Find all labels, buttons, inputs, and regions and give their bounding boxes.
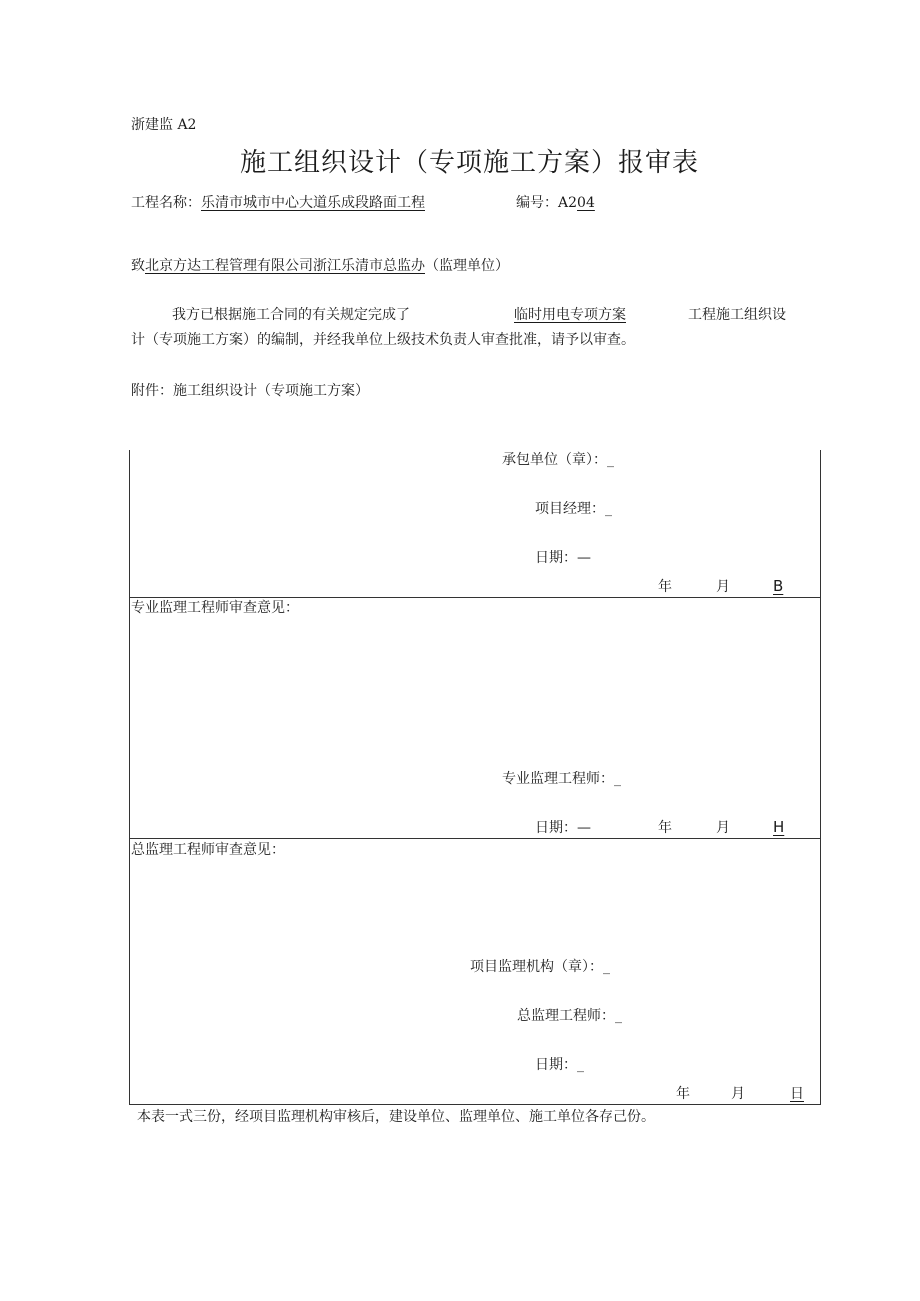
chief-year: 年 — [676, 1086, 690, 1102]
chief-signature-label: 总监理工程师：_ — [517, 1008, 622, 1024]
table-border-right — [820, 450, 821, 1105]
engineer-month: 月 — [716, 820, 730, 836]
project-name: 乐清市城市中心大道乐成段路面工程 — [201, 195, 425, 211]
table-divider-1 — [129, 597, 821, 598]
chief-date-label: 日期：_ — [535, 1057, 584, 1073]
body-line1-start: 我方已根据施工合同的有关规定完成了 — [172, 307, 410, 323]
plan-name: 临时用电专项方案 — [514, 307, 626, 323]
number-label: 编号：A2 — [516, 195, 578, 211]
engineer-date-label: 日期：— — [535, 820, 591, 836]
contractor-day: B — [773, 577, 784, 595]
table-divider-2 — [129, 838, 821, 839]
table-border-left — [129, 450, 130, 1105]
attachment-line: 附件：施工组织设计（专项施工方案） — [131, 383, 369, 399]
body-line2: 计（专项施工方案）的编制，并经我单位上级技术负责人审查批准，请予以审查。 — [131, 332, 635, 348]
project-number — [516, 196, 595, 210]
chief-review-heading: 总监理工程师审查意见： — [131, 842, 285, 858]
contractor-year: 年 — [658, 579, 672, 595]
project-label: 工程名称： — [131, 195, 201, 211]
footer-note: 本表一式三份，经项目监理机构审核后，建设单位、监理单位、施工单位各存己份。 — [137, 1109, 655, 1125]
engineer-year: 年 — [658, 820, 672, 836]
recipient-prefix: 致 — [131, 258, 145, 274]
contractor-date-label: 日期：— — [535, 550, 591, 566]
engineer-signature-label: 专业监理工程师：_ — [502, 771, 621, 787]
form-code: 浙建监 A2 — [131, 117, 197, 133]
project-row — [131, 196, 425, 210]
body-line1-end: 工程施工组织设 — [688, 307, 786, 323]
page-title: 施工组织设计（专项施工方案）报审表 — [240, 148, 700, 178]
contractor-unit-label: 承包单位（章）：_ — [502, 452, 614, 468]
contractor-month: 月 — [716, 579, 730, 595]
engineer-review-heading: 专业监理工程师审查意见： — [131, 600, 299, 616]
table-border-bottom — [129, 1104, 821, 1105]
recipient-name: 北京方达工程管理有限公司浙江乐清市总监办 — [145, 258, 425, 274]
engineer-day: H — [773, 818, 785, 836]
supervision-org-label: 项目监理机构（章）：_ — [470, 959, 610, 975]
recipient-suffix: （监理单位） — [425, 258, 509, 274]
project-manager-label: 项目经理：_ — [535, 501, 612, 517]
number-value: 04 — [577, 195, 595, 211]
chief-month: 月 — [731, 1086, 745, 1102]
chief-day: 日 — [790, 1086, 804, 1102]
recipient-line — [131, 259, 509, 273]
